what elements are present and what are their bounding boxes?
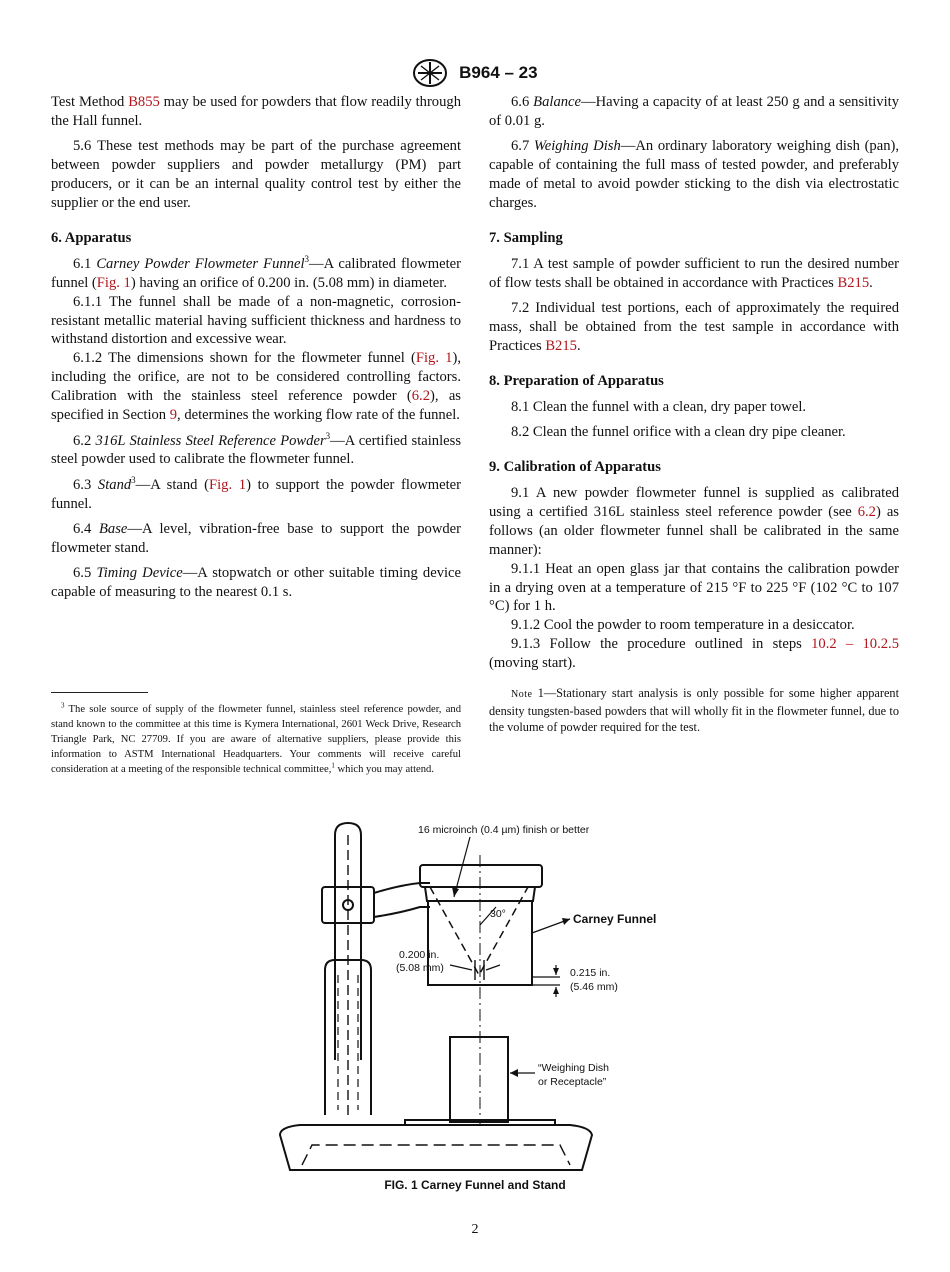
paragraph-9-1: 9.1 A new powder flowmeter funnel is supplied as calibrated using a certified 316L stainless steel reference powder (see 6.2) as follows (an older flowmeter funnel shall be calibrated in the same manner): (489, 485, 899, 558)
link-b215[interactable]: B215 (837, 274, 870, 291)
link-fig-1[interactable]: Fig. 1 (96, 274, 131, 291)
link-section-9[interactable]: 9 (169, 407, 178, 424)
footnote-divider (51, 692, 148, 693)
carney-funnel-stand-drawing (270, 815, 690, 1175)
label-height-mm: (5.46 mm) (570, 981, 618, 993)
paragraph-6-4: 6.4 Base—A level, vibration-free base to support the powder flowmeter stand. (51, 521, 461, 557)
stand-base (280, 1125, 592, 1170)
page-header (0, 58, 950, 88)
paragraph-7-1: 7.1 A test sample of powder sufficient to run the desired number of flow tests shall be obtained in accordance with Practices B215. (489, 255, 899, 291)
left-column (51, 93, 461, 609)
paragraph-6-2: 6.2 316L Stainless Steel Reference Powder$^3$—A certified stainless steel powder used to calibrate the flowmeter funnel. (51, 430, 461, 468)
document-designation: B964 – 23 (459, 63, 538, 82)
paragraph-5-5-continued: Test Method B855 may be used for powders that flow readily through the Hall funnel. (51, 94, 461, 129)
right-column (489, 93, 899, 735)
link-fig-1[interactable]: Fig. 1 (209, 476, 247, 493)
paragraph-6-3: 6.3 Stand$^3$—A stand (Fig. 1) to support the powder flowmeter funnel. (51, 474, 462, 512)
page-number: 2 (471, 1222, 479, 1237)
label-orifice-in: 0.200 in. (399, 949, 440, 961)
stand-arm (374, 883, 430, 917)
footnote-3: $^3$ The sole source of supply of the flowmeter funnel, stainless steel reference powder, and stand known to the committee at this time is Kymera International, 2601 Weck Drive, Research Triangle Park, NC 27709. If you are aware of alternative suppliers, please provide this information to ASTM International Headquarters. Your comments will receive careful consideration at a meeting of the responsible technical committee,$^1$ which you may attend. (51, 701, 461, 775)
label-dish-line2: or Receptacle” (538, 1076, 607, 1088)
paragraph-6-1-2: 6.1.2 The dimensions shown for the flowmeter funnel (Fig. 1), including the orifice, are not to be considered controlling factors. Calibration with the stainless steel reference powder (6.2), as specified in Section 9, determines the working flow rate of the funnel. (51, 350, 461, 424)
paragraph-6-5: 6.5 Timing Device—A stopwatch or other suitable timing device capable of measuring to the nearest 0.1 s. (51, 565, 462, 601)
link-steps-10-2[interactable]: 10.2 – 10.2.5 (811, 636, 899, 653)
link-fig-1[interactable]: Fig. 1 (415, 350, 453, 367)
link-b855[interactable]: B855 (128, 94, 160, 110)
section-9-heading: 9. Calibration of Apparatus (489, 459, 661, 476)
label-angle: 30° (490, 908, 506, 920)
section-8-heading: 8. Preparation of Apparatus (489, 372, 664, 389)
funnel-rim (420, 865, 542, 887)
note-1: Note 1—Stationary start analysis is only possible for some higher apparent density tungsten-based powders that will wholly fit in the flowmeter funnel, due to the volume of powder required for the test. (489, 686, 899, 735)
label-carney-funnel: Carney Funnel (573, 912, 657, 926)
label-height-in: 0.215 in. (570, 967, 611, 979)
paragraph-9-1-2: 9.1.2 Cool the powder to room temperature in a desiccator. (511, 617, 855, 634)
paragraph-6-7: 6.7 Weighing Dish—An ordinary laboratory weighing dish (pan), capable of containing the full mass of tested powder, and preferably made of metal to avoid powder sticking to the dish via electrostatic charges. (489, 138, 900, 212)
paragraph-6-1-1: 6.1.1 The funnel shall be made of a non-magnetic, corrosion-resistant metallic material having sufficient thickness and hardness to withstand distortion and excessive wear. (51, 293, 461, 348)
section-6-heading: 6. Apparatus (51, 229, 132, 246)
paragraph-5-6: 5.6 These test methods may be part of the purchase agreement between powder suppliers and powder metallurgy (PM) part producers, or it can be an internal quality control test by either the supplier or the end user. (51, 138, 461, 212)
figure-caption: FIG. 1 Carney Funnel and Stand (384, 1178, 566, 1192)
weighing-dish (450, 1037, 508, 1122)
link-b215[interactable]: B215 (545, 337, 577, 354)
paragraph-6-1: 6.1 Carney Powder Flowmeter Funnel$^3$—A calibrated flowmeter funnel (Fig. 1) having an orifice of 0.200 in. (5.08 mm) in diameter. (51, 253, 462, 291)
figure-1-diagram (270, 815, 690, 1175)
link-section-6-2[interactable]: 6.2 (857, 503, 876, 520)
paragraph-6-6: 6.6 Balance—Having a capacity of at least 250 g and a sensitivity of 0.01 g. (489, 94, 899, 129)
paragraph-9-1-1: 9.1.1 Heat an open glass jar that contains the calibration powder in a drying oven at a temperature of 215 °F to 225 °F (102 °C to 107 °C) for 1 h. (489, 560, 899, 615)
paragraph-7-2: 7.2 Individual test portions, each of approximately the required mass, shall be obtained from the test sample in accordance with Practices B215. (489, 300, 899, 354)
label-dish-line1: “Weighing Dish (538, 1062, 610, 1074)
paragraph-9-1-3: 9.1.3 Follow the procedure outlined in steps 10.2 – 10.2.5 (moving start). (489, 636, 899, 672)
link-section-6-2[interactable]: 6.2 (411, 388, 430, 405)
paragraph-8-1: 8.1 Clean the funnel with a clean, dry paper towel. (511, 398, 807, 415)
label-orifice-mm: (5.08 mm) (396, 962, 444, 974)
astm-logo-icon (412, 58, 448, 88)
section-7-heading: 7. Sampling (489, 229, 563, 246)
paragraph-8-2: 8.2 Clean the funnel orifice with a clean dry pipe cleaner. (511, 424, 846, 441)
label-finish: 16 microinch (0.4 µm) finish or better (418, 824, 590, 836)
